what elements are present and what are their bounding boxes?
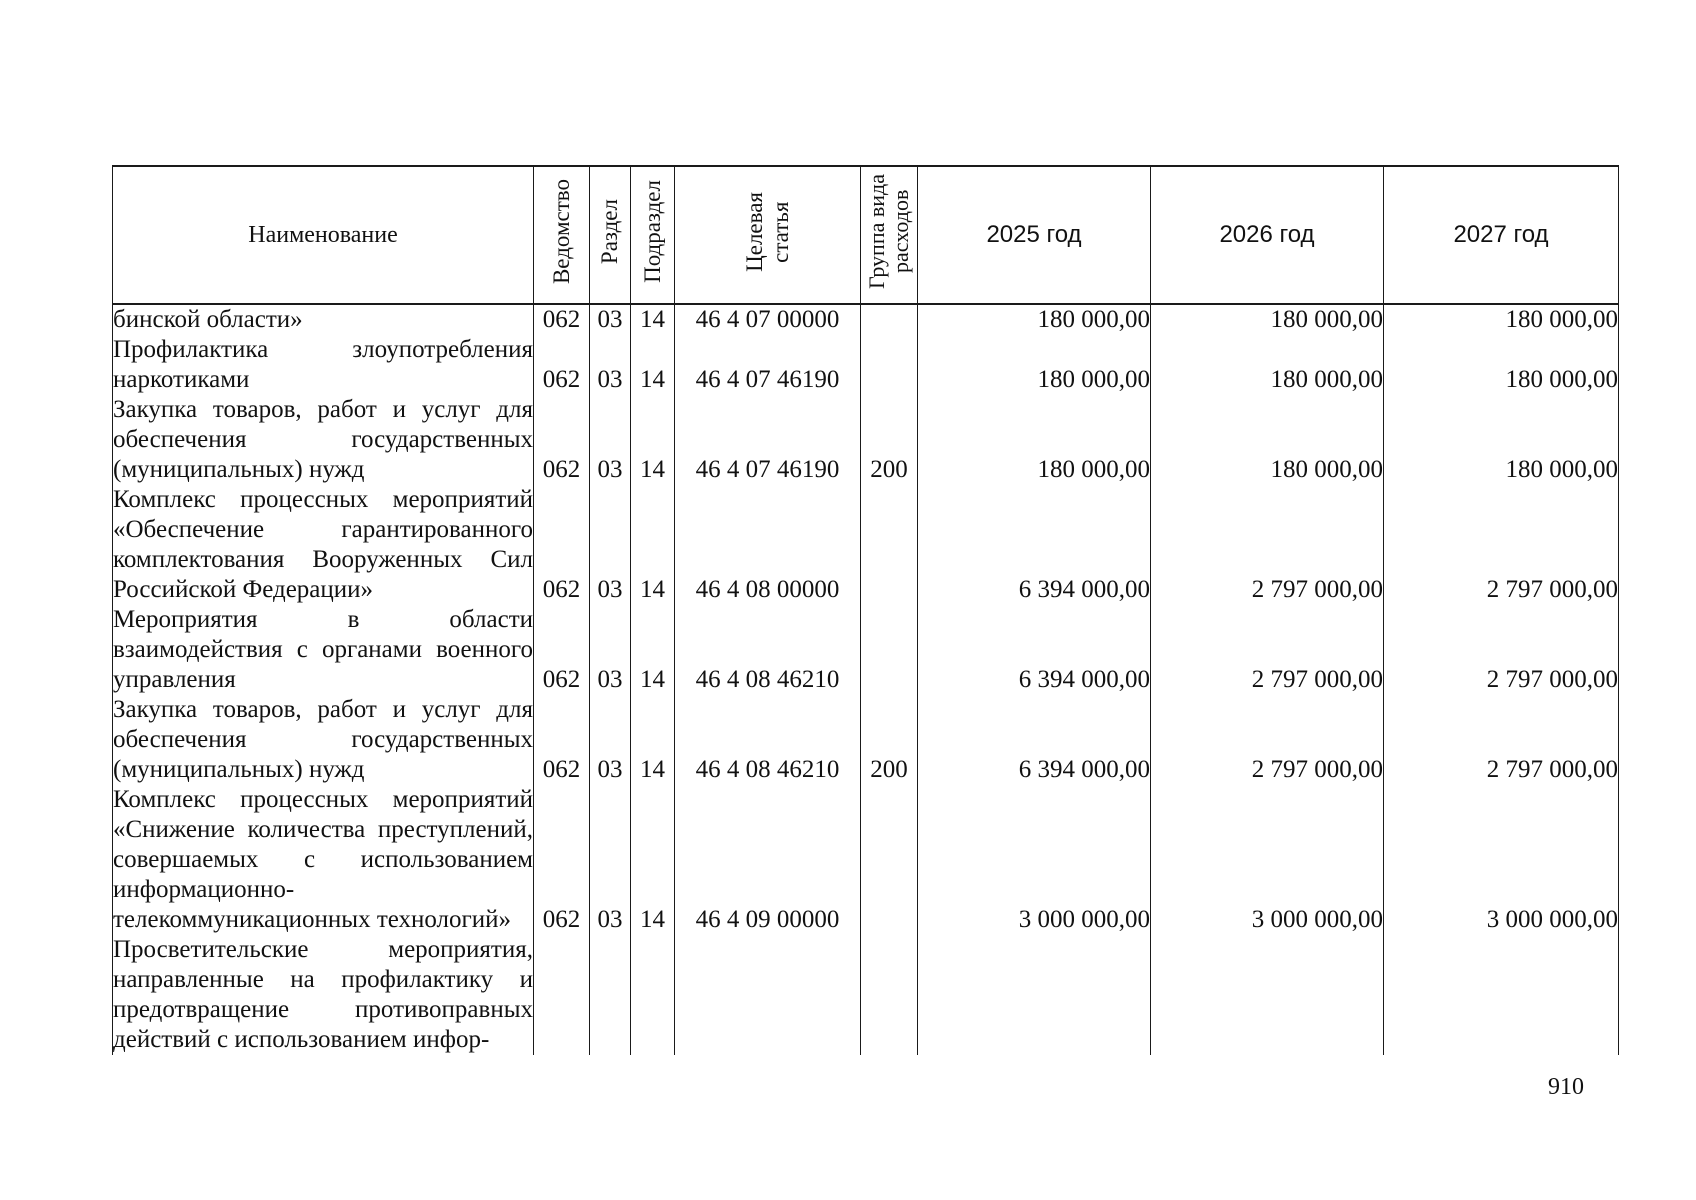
- row-amount-2025: 180 000,00: [918, 304, 1151, 335]
- row-podrazdel: 14: [631, 304, 675, 335]
- row-podrazdel: 14: [631, 785, 675, 935]
- table-row: [113, 935, 1619, 1055]
- row-tselevaya-statya: 46 4 07 00000: [675, 304, 861, 335]
- header-podrazdel: Подраздел: [631, 166, 675, 304]
- row-name: Профилактика злоупотребления наркотиками: [113, 336, 533, 393]
- row-amount-2025: 180 000,00: [918, 335, 1151, 395]
- row-razdel: [590, 935, 631, 1055]
- row-amount-2027: 180 000,00: [1384, 395, 1619, 485]
- row-tselevaya-statya: 46 4 08 46210: [675, 695, 861, 785]
- row-amount-2027: 3 000 000,00: [1384, 785, 1619, 935]
- table-row: [113, 304, 1619, 335]
- row-vedomstvo: 062: [534, 335, 590, 395]
- row-amount-2027: 180 000,00: [1384, 304, 1619, 335]
- row-gruppa: 200: [861, 395, 918, 485]
- row-amount-2025: 6 394 000,00: [918, 605, 1151, 695]
- row-amount-2026: [1151, 935, 1384, 1055]
- row-name: Закупка товаров, работ и услуг для обеспечения государственных (муниципальных) нужд: [113, 396, 533, 483]
- row-podrazdel: 14: [631, 395, 675, 485]
- table-row: [113, 605, 1619, 695]
- row-name: Просветительские мероприятия, направленные на профилактику и предотвращение противоправных действий с использованием инфор-: [113, 936, 533, 1053]
- row-razdel: 03: [590, 395, 631, 485]
- row-amount-2026: 2 797 000,00: [1151, 485, 1384, 605]
- table-row: [113, 785, 1619, 935]
- row-amount-2025: [918, 935, 1151, 1055]
- row-amount-2026: 3 000 000,00: [1151, 785, 1384, 935]
- row-name: бинской области»: [113, 304, 534, 335]
- row-tselevaya-statya: 46 4 07 46190: [675, 395, 861, 485]
- row-name: Мероприятия в области взаимодействия с органами военного управления: [113, 606, 533, 693]
- row-gruppa: 200: [861, 695, 918, 785]
- row-amount-2027: 2 797 000,00: [1384, 605, 1619, 695]
- row-vedomstvo: 062: [534, 785, 590, 935]
- row-tselevaya-statya: 46 4 08 00000: [675, 485, 861, 605]
- header-year-2025: 2025 год: [918, 166, 1151, 304]
- row-amount-2025: 6 394 000,00: [918, 485, 1151, 605]
- row-amount-2026: 180 000,00: [1151, 335, 1384, 395]
- row-tselevaya-statya: 46 4 07 46190: [675, 335, 861, 395]
- row-amount-2027: [1384, 935, 1619, 1055]
- header-name: Наименование: [113, 166, 534, 304]
- row-razdel: 03: [590, 695, 631, 785]
- row-podrazdel: 14: [631, 335, 675, 395]
- row-amount-2025: 180 000,00: [918, 395, 1151, 485]
- header-vedomstvo: Ведомство: [534, 166, 590, 304]
- row-razdel: 03: [590, 335, 631, 395]
- row-gruppa: [861, 935, 918, 1055]
- row-gruppa: [861, 304, 918, 335]
- row-gruppa: [861, 785, 918, 935]
- row-podrazdel: 14: [631, 485, 675, 605]
- row-amount-2026: 2 797 000,00: [1151, 605, 1384, 695]
- row-amount-2026: 180 000,00: [1151, 395, 1384, 485]
- table-row: [113, 395, 1619, 485]
- row-amount-2026: 180 000,00: [1151, 304, 1384, 335]
- row-razdel: 03: [590, 304, 631, 335]
- row-amount-2027: 2 797 000,00: [1384, 485, 1619, 605]
- budget-table: [112, 165, 1619, 1055]
- row-vedomstvo: 062: [534, 695, 590, 785]
- header-year-2027: 2027 год: [1384, 166, 1619, 304]
- row-amount-2025: 3 000 000,00: [918, 785, 1151, 935]
- row-podrazdel: 14: [631, 695, 675, 785]
- row-amount-2027: 2 797 000,00: [1384, 695, 1619, 785]
- table-row: [113, 695, 1619, 785]
- row-razdel: 03: [590, 785, 631, 935]
- row-name: Комплекс процессных мероприятий «Обеспечение гарантированного комплектования Вооруженных Сил Российской Федерации»: [113, 486, 533, 603]
- row-vedomstvo: 062: [534, 395, 590, 485]
- row-vedomstvo: 062: [534, 485, 590, 605]
- row-amount-2026: 2 797 000,00: [1151, 695, 1384, 785]
- row-tselevaya-statya: 46 4 09 00000: [675, 785, 861, 935]
- row-razdel: 03: [590, 485, 631, 605]
- table-row: [113, 335, 1619, 395]
- row-gruppa: [861, 485, 918, 605]
- row-vedomstvo: 062: [534, 605, 590, 695]
- row-amount-2025: 6 394 000,00: [918, 695, 1151, 785]
- row-gruppa: [861, 605, 918, 695]
- row-podrazdel: [631, 935, 675, 1055]
- row-name: Комплекс процессных мероприятий «Снижение количества преступлений, совершаемых с использованием информационно-телекоммуникационных технологий»: [113, 786, 533, 933]
- header-year-2026: 2026 год: [1151, 166, 1384, 304]
- row-podrazdel: 14: [631, 605, 675, 695]
- header-gruppa-vida-raskhodov: Группа вида расходов: [861, 166, 918, 304]
- row-tselevaya-statya: 46 4 08 46210: [675, 605, 861, 695]
- header-tselevaya-statya: Целевая статья: [675, 166, 861, 304]
- table-row: [113, 485, 1619, 605]
- row-amount-2027: 180 000,00: [1384, 335, 1619, 395]
- row-razdel: 03: [590, 605, 631, 695]
- header-row: [113, 166, 1619, 304]
- row-gruppa: [861, 335, 918, 395]
- page-number: 910: [1548, 1074, 1584, 1100]
- row-name: Закупка товаров, работ и услуг для обеспечения государственных (муниципальных) нужд: [113, 696, 533, 783]
- header-razdel: Раздел: [590, 166, 631, 304]
- row-tselevaya-statya: [675, 935, 861, 1055]
- row-vedomstvo: [534, 935, 590, 1055]
- row-vedomstvo: 062: [534, 304, 590, 335]
